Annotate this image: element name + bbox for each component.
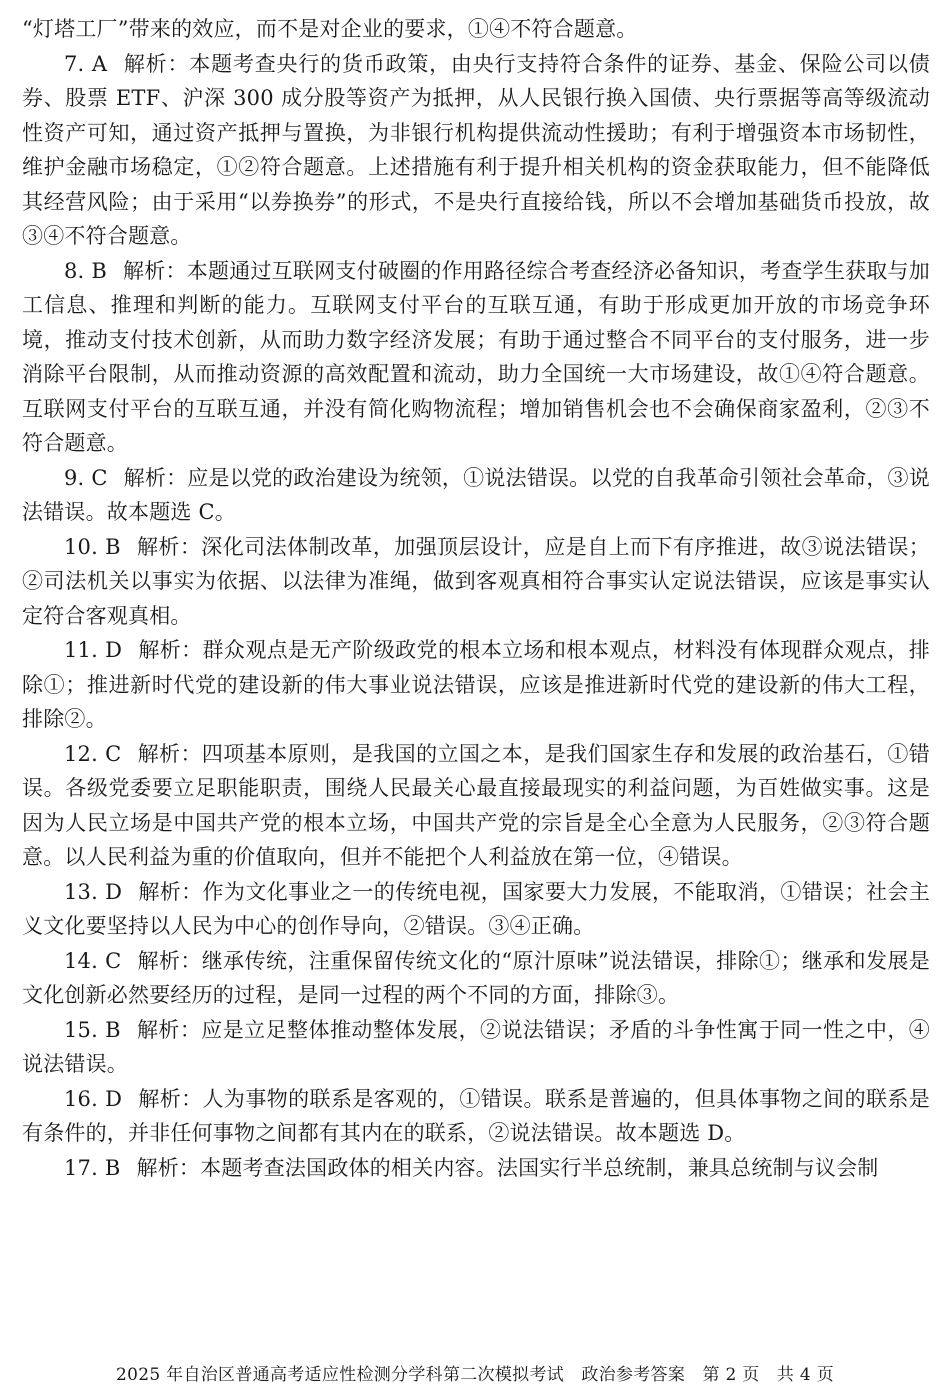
answer-label: 14. C (64, 948, 122, 973)
continuation-paragraph: “灯塔工厂”带来的效应，而不是对企业的要求，①④不符合题意。 (22, 17, 638, 41)
answer-text: 解析：作为文化事业之一的传统电视，国家要大力发展，不能取消，①错误；社会主义文化要坚持以人民为中心的创作导向，②错误。③④正确。 (22, 879, 930, 938)
answer-label: 10. B (64, 534, 121, 559)
answer-label: 7. A (64, 51, 108, 76)
answer-text: 解析：继承传统，注重保留传统文化的“原汁原味”说法错误，排除①；继承和发展是文化创新必然要经历的过程，是同一过程的两个不同的方面，排除③。 (22, 948, 930, 1007)
answer-label: 15. B (64, 1017, 121, 1042)
answer-16 (22, 1082, 930, 1151)
answer-text: 解析：群众观点是无产阶级政党的根本立场和根本观点，材料没有体现群众观点，排除①；推进新时代党的建设新的伟大事业说法错误，应该是推进新时代党的建设新的伟大工程，排除②。 (22, 638, 930, 731)
answer-document (22, 12, 930, 1185)
answer-text: 解析：应是以党的政治建设为统领，①说法错误。以党的自我革命引领社会革命，③说法错误。故本题选 C。 (22, 465, 930, 524)
answer-label: 8. B (64, 258, 107, 283)
answer-text: 解析：深化司法体制改革，加强顶层设计，应是自上而下有序推进，故③说法错误；②司法机关以事实为依据、以法律为准绳，做到客观真相符合事实认定说法错误，应该是事实认定符合客观真相。 (22, 534, 930, 628)
answer-7 (22, 47, 930, 254)
answer-text: 解析：人为事物的联系是客观的，①错误。联系是普遍的，但具体事物之间的联系是有条件的，并非任何事物之间都有其内在的联系，②说法错误。故本题选 D。 (22, 1086, 930, 1145)
answer-label: 17. B (64, 1155, 121, 1180)
answer-10 (22, 530, 930, 634)
answer-12 (22, 737, 930, 875)
answer-8 (22, 254, 930, 461)
answer-11 (22, 633, 930, 737)
answer-label: 12. C (64, 741, 122, 766)
answer-17 (22, 1151, 930, 1186)
answer-text: 解析：四项基本原则，是我国的立国之本，是我们国家生存和发展的政治基石，①错误。各级党委要立足职能职责，围绕人民最关心最直接最现实的利益问题，为百姓做实事。这是因为人民立场是中国共产党的根本立场，中国共产党的宗旨是全心全意为人民服务，②③符合题意。以人民利益为重的价值取向，但并不能把个人利益放在第一位，④错误。 (22, 741, 931, 869)
answer-9 (22, 461, 930, 530)
answer-label: 13. D (64, 879, 123, 904)
page-footer: 2025 年自治区普通高考适应性检测分学科第二次模拟考试 政治参考答案 第 2 页 共 4 页 (115, 1365, 834, 1385)
answer-text: 解析：本题考查法国政体的相关内容。法国实行半总统制，兼具总统制与议会制 (136, 1155, 879, 1180)
answer-text: 解析：应是立足整体推动整体发展，②说法错误；矛盾的斗争性寓于同一性之中，④说法错误。 (22, 1017, 930, 1076)
answer-label: 9. C (64, 465, 108, 490)
answer-15 (22, 1013, 930, 1082)
answer-label: 16. D (64, 1086, 123, 1111)
answer-text: 解析：本题通过互联网支付破圈的作用路径综合考查经济必备知识，考查学生获取与加工信息、推理和判断的能力。互联网支付平台的互联互通，有助于形成更加开放的市场竞争环境，推动支付技术创新，从而助力数字经济发展；有助于通过整合不同平台的支付服务，进一步消除平台限制，从而推动资源的高效配置和流动，助力全国统一大市场建设，故①④符合题意。互联网支付平台的互联互通，并没有简化购物流程；增加销售机会也不会确保商家盈利，②③不符合题意。 (22, 258, 930, 455)
answer-label: 11. D (64, 638, 123, 662)
answer-14 (22, 944, 930, 1013)
answer-13 (22, 875, 930, 944)
answer-text: 解析：本题考查央行的货币政策，由央行支持符合条件的证券、基金、保险公司以债券、股票 ETF、沪深 300 成分股等资产为抵押，从人民银行换入国债、央行票据等高等级流动性资产可知，通过资产抵押与置换，为非银行机构提供流动性援助；有利于增强资本市场韧性，维护金融市场稳定，①②符合题意。上述措施有利于提升相关机构的资金获取能力，但不能降低其经营风险；由于采用“以券换券”的形式，不是央行直接给钱，所以不会增加基础货币投放，故③④不符合题意。 (22, 51, 930, 248)
